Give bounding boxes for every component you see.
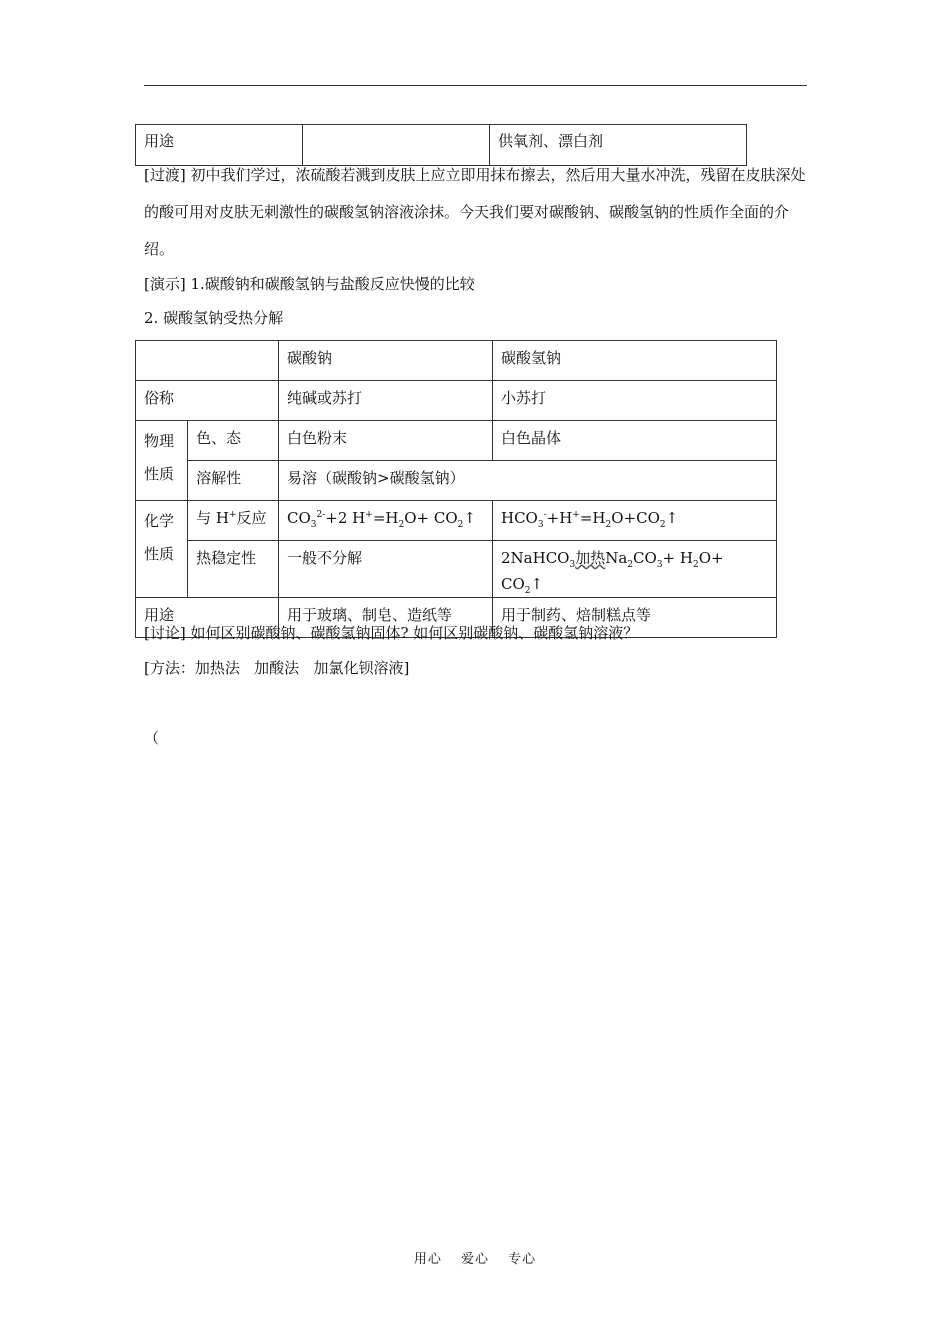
group-physical: 物理性质 — [136, 421, 188, 501]
cell-use-na2co3: 用于玻璃、制皂、造纸等 — [279, 598, 493, 638]
comparison-table — [135, 340, 777, 638]
header-nahco3: 碳酸氢钠 — [493, 341, 777, 381]
table-row — [136, 461, 777, 501]
row-label-common-name: 俗称 — [136, 381, 279, 421]
transition-paragraph: [过渡] 初中我们学过，浓硫酸若溅到皮肤上应立即用抹布擦去，然后用大量水冲洗，残留在皮肤深处的酸可用对皮肤无刺激性的碳酸氢钠溶液涂抹。今天我们要对碳酸钠、碳酸氢钠的性质作全面的介绍。 — [144, 166, 806, 258]
group-chemical: 化学性质 — [136, 501, 188, 598]
cell-color-na2co3: 白色粉末 — [279, 421, 493, 461]
table-header-row — [136, 341, 777, 381]
table-row — [136, 501, 777, 541]
cell-acid-nahco3: $HCO_3^-+H^+=H_2O+CO_2↑$ — [493, 501, 777, 541]
heating-condition: 加热 — [575, 549, 606, 567]
page-footer — [0, 1248, 950, 1267]
demo-line-2: 2. 碳酸氢钠受热分解 — [144, 309, 284, 327]
footer-text-2: 爱心 — [460, 1252, 489, 1267]
header-rule — [144, 85, 807, 86]
row-label-color-state: 色、态 — [188, 421, 279, 461]
header-na2co3: 碳酸钠 — [279, 341, 493, 381]
table-row — [136, 541, 777, 598]
table-row — [136, 381, 777, 421]
row-label-acid-reaction: 与 H+反应 — [188, 501, 279, 541]
cell-use-nahco3: 用于制药、焙制糕点等 — [493, 598, 777, 638]
discussion-line: [讨论] 如何区别碳酸钠、碳酸氢钠固体? 如何区别碳酸钠、碳酸氢钠溶液？ — [144, 624, 639, 642]
cell-common-na2co3: 纯碱或苏打 — [279, 381, 493, 421]
method-line: [方法：加热法 加酸法 加氯化钡溶液] — [144, 659, 410, 677]
table-row — [136, 421, 777, 461]
footer-text-1: 用心 — [413, 1252, 442, 1267]
top-table-label: 用途 — [136, 125, 303, 166]
footer-text-3: 专心 — [508, 1252, 537, 1267]
row-label-solubility: 溶解性 — [188, 461, 279, 501]
open-paren: （ — [144, 729, 160, 747]
cell-common-nahco3: 小苏打 — [493, 381, 777, 421]
row-label-thermal: 热稳定性 — [188, 541, 279, 598]
cell-thermal-na2co3: 一般不分解 — [279, 541, 493, 598]
cell-color-nahco3: 白色晶体 — [493, 421, 777, 461]
top-table-right: 供氧剂、漂白剂 — [490, 125, 747, 166]
demo-line-1: [演示] 1.碳酸钠和碳酸氢钠与盐酸反应快慢的比较 — [144, 275, 475, 293]
cell-solubility: 易溶（碳酸钠>碳酸氢钠） — [279, 461, 777, 501]
empty-header-cell — [136, 341, 279, 381]
cell-thermal-nahco3: 2NaHCO$_3$加热$Na_2CO_3+ H_2O+$ $CO_2↑$ — [493, 541, 777, 598]
cell-acid-na2co3: $CO_3^{2-}+2$ $H^+=H_2O+$ $CO_2↑$ — [279, 501, 493, 541]
row-label-use: 用途 — [136, 598, 279, 638]
